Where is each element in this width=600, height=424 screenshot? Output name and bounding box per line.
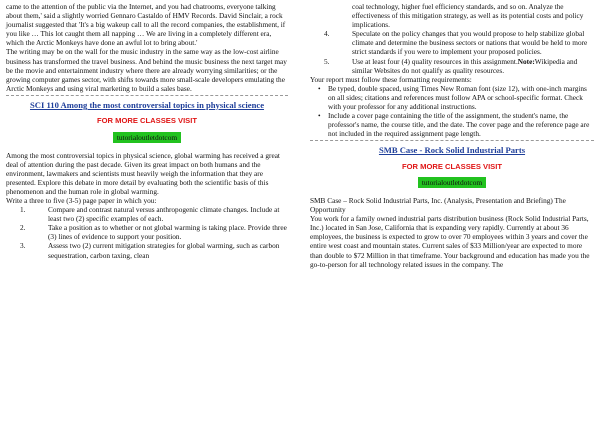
- list-item: [6, 241, 288, 259]
- promo-link-box: [310, 177, 594, 188]
- body-paragraph: Among the most controversial topics in physical science, global warming has received a great deal of attention during the past decade. Given its great impact on both humans and the environment, lawmakers and scientists must heavily weigh the information that they are presented. Explore this debate in more detail by evaluating both the scientific basis of this phenomenon and the human role in global warming.: [6, 150, 280, 196]
- list-item: [310, 29, 594, 56]
- list-item: [6, 223, 288, 241]
- promo-link[interactable]: tutorialoutletdotcom: [418, 177, 486, 188]
- intro-paragraph-1: came to the attention of the public via the Internet, and you had chatrooms, everyone talking about them,' said a slightly worried Gennaro Castaldo of HMV Records. David Sinclair, a rock journalist suggested that 'It's a big wakeup call to all the record companies, the establishment, if you like … This lot caught them all napping … We are living in a completely different era, which the Arctic Monkeys have done an awful lot to bring about.': [6, 2, 286, 48]
- list-item-text: Use at least four (4) quality resources in this assignment.: [352, 56, 518, 66]
- list-item-text: Speculate on the policy changes that you would propose to help stabilize global climate and determine the business sectors or nations that would be held to more strict standards if you were to implement your proposed policies.: [352, 29, 588, 57]
- list-number: 2.: [20, 223, 26, 233]
- list-item: [6, 205, 288, 223]
- section-divider: [6, 95, 288, 96]
- formatting-bullets: [310, 84, 594, 139]
- promo-text: FOR MORE CLASSES VISIT: [97, 116, 197, 126]
- bullet-item: • Be typed, double spaced, using Times New Roman font (size 12), with one-inch margins on all sides; citations and references must follow APA or school-specific format. Check with your professor for any additional instructions.: [328, 84, 594, 111]
- right-column: [310, 2, 594, 269]
- list-number: 1.: [20, 205, 26, 215]
- section-divider: [310, 140, 594, 141]
- case-paragraph-2: You work for a family owned industrial parts distribution business (Rock Solid Industrial Parts, Inc.) located in San Jose, California that is expanding very rapidly. Currently at about 36 employees, the business is expected to grow to over 70 employees within 3 years and cover the entire west coast and mountain states. Current sales of $33 Million/year are expected to more than double to $72 Million in that timeframe. Your background and education has made you the go-to-person for all technology related issues in the company. The: [310, 214, 590, 269]
- list-number: 4.: [324, 29, 330, 39]
- section-title-smb-case[interactable]: SMB Case - Rock Solid Industrial Parts: [378, 145, 526, 156]
- promo-link-box: [6, 132, 288, 143]
- intro-paragraph-2: The writing may be on the wall for the music industry in the same way as the low-cost airline business has transformed the travel business. And behind the music business the next target may be the movie and entertainment industry where there are already worrying similarities; or the growing computer games sector, with shifts towards more small-scale developers emulating the Arctic Monkeys and using viral marketing to build a sales base.: [6, 47, 287, 93]
- continued-list-text: coal technology, higher fuel efficiency standards, and so on. Analyze the effectiveness of this mitigation strategy, as well as its potential costs and policy implications.: [352, 2, 584, 30]
- section-title-sci110[interactable]: SCI 110 Among the most controversial topics in physical science: [29, 99, 265, 110]
- list-item-text: Compare and contrast natural versus anthropogenic climate changes. Include at least two (2) specific examples of each.: [48, 205, 280, 224]
- promo-link[interactable]: tutorialoutletdotcom: [113, 132, 181, 143]
- list-number: 3.: [20, 241, 26, 251]
- list-item-text: Assess two (2) current mitigation strategies for global warming, such as carbon sequestration, carbon taxing, clean: [48, 241, 280, 260]
- list-item: [310, 57, 594, 75]
- promo-text: FOR MORE CLASSES VISIT: [402, 161, 502, 171]
- formatting-intro: Your report must follow these formatting requirements:: [310, 74, 472, 84]
- instruction-text: Write a three to five (3-5) page paper in which you:: [6, 196, 157, 205]
- requirements-list: [6, 205, 288, 260]
- note-label: Note:: [517, 56, 535, 66]
- case-paragraph-1: SMB Case – Rock Solid Industrial Parts, Inc. (Analysis, Presentation and Briefing) The Opportunity: [310, 196, 566, 215]
- bullet-item: • Include a cover page containing the title of the assignment, the student's name, the professor's name, the course title, and the date. The cover page and the reference page are not included in the required assignment page length.: [328, 111, 594, 138]
- list-item-text: Take a position as to whether or not global warming is taking place. Provide three (3) lines of evidence to support your position.: [48, 223, 287, 242]
- note-text: Wikipedia and similar Websites do not qualify as quality resources.: [352, 56, 578, 75]
- left-column: [6, 2, 288, 260]
- requirements-list-continued: [310, 29, 594, 74]
- list-number: 5.: [324, 56, 330, 66]
